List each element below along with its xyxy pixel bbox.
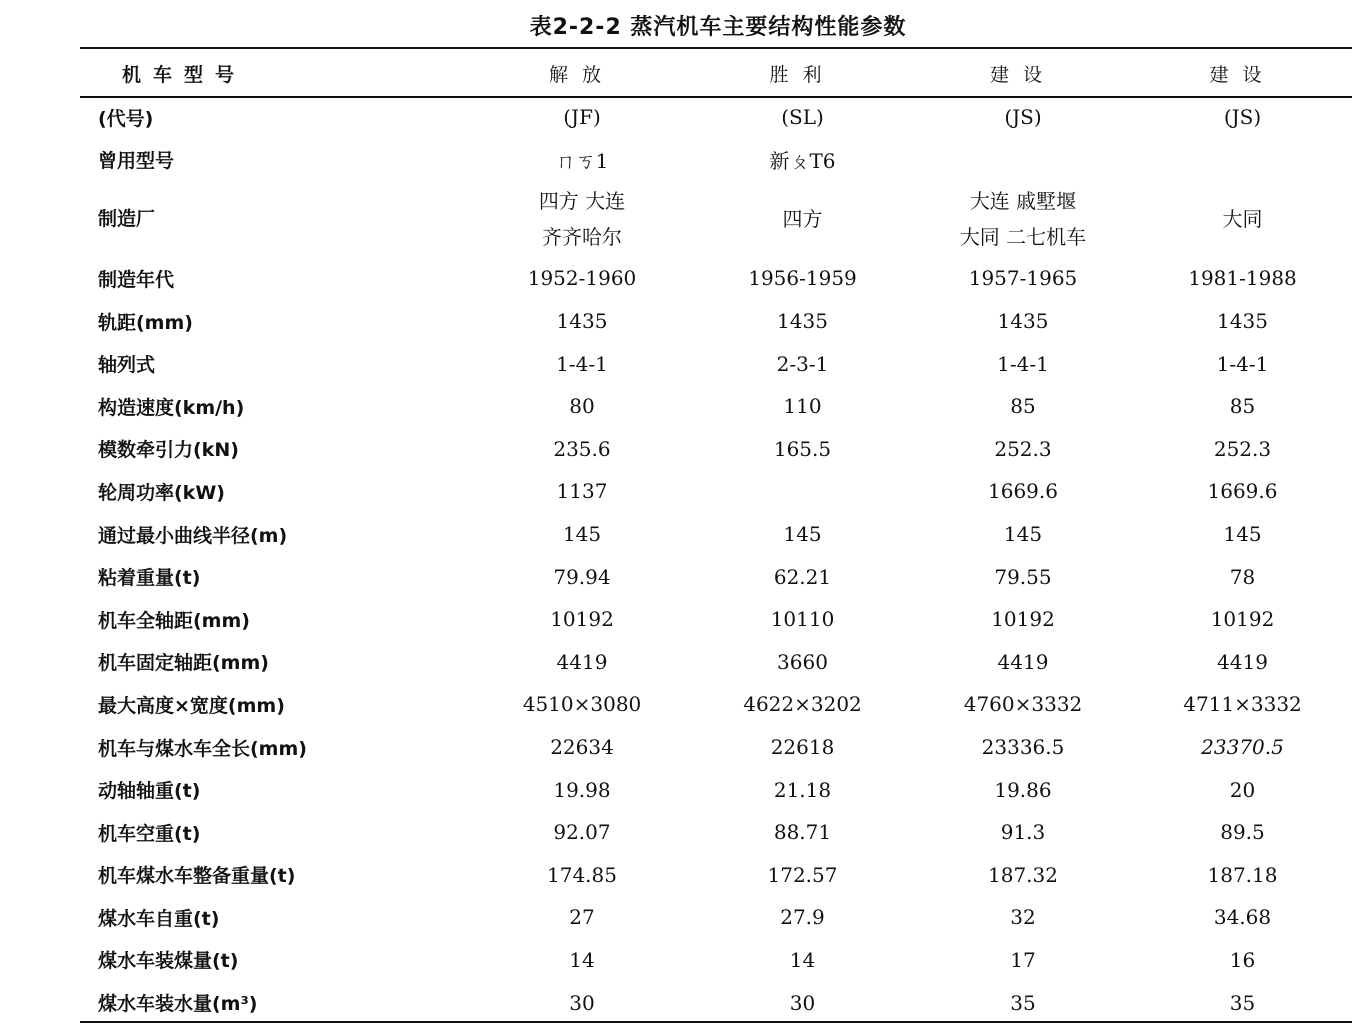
cell-value: 145 xyxy=(1003,522,1043,547)
row-label: 机车与煤水车全长(mm) xyxy=(98,737,307,760)
cell-value: 大连 戚墅堰 大同 二七机车 xyxy=(959,189,1087,250)
row-label: 轴列式 xyxy=(98,354,156,377)
cell-value: 252.3 xyxy=(1213,436,1272,461)
table-title: 表2-2-2 蒸汽机车主要结构性能参数 xyxy=(529,15,907,40)
table-row xyxy=(80,385,1352,428)
cell-value: 23370.5 xyxy=(1201,735,1284,760)
row-label: 制造年代 xyxy=(98,268,175,291)
row-label: 轮周功率(kW) xyxy=(98,481,225,504)
row-label: 构造速度(km/h) xyxy=(98,396,245,419)
row-label: 制造厂 xyxy=(98,208,156,231)
cell-value: 1137 xyxy=(556,479,608,504)
cell-value: 35 xyxy=(1010,990,1036,1015)
cell-value: 10192 xyxy=(550,607,614,632)
cell-value: 16 xyxy=(1229,947,1256,972)
table-row xyxy=(80,854,1352,897)
row-label: 模数牵引力(kN) xyxy=(98,439,239,462)
cell-value: 252.3 xyxy=(994,436,1052,461)
table-row xyxy=(80,768,1352,811)
cell-value: 88.71 xyxy=(773,820,832,845)
cell-value: 1435 xyxy=(556,309,608,334)
cell-value: 4760×3332 xyxy=(963,692,1083,717)
row-label: 煤水车自重(t) xyxy=(98,907,220,930)
row-label: 煤水车装水量(m³) xyxy=(98,993,258,1016)
table-row xyxy=(80,896,1352,939)
table-row xyxy=(80,342,1352,385)
cell-value: 19.86 xyxy=(994,777,1052,802)
table-header-row xyxy=(80,50,1352,96)
cell-value: (JS) xyxy=(1004,105,1042,130)
cell-value: 1669.6 xyxy=(988,479,1058,504)
cell-value: 1952-1960 xyxy=(527,266,637,291)
cell-value: 四方 xyxy=(782,207,823,232)
cell-value: 32 xyxy=(1010,905,1036,930)
cell-value: 79.94 xyxy=(553,564,611,589)
row-label: 曾用型号 xyxy=(98,150,175,173)
cell-value: 17 xyxy=(1010,947,1036,972)
cell-value: 172.57 xyxy=(767,862,838,887)
table-row xyxy=(80,181,1352,257)
cell-value: 78 xyxy=(1229,564,1256,589)
table-row xyxy=(80,683,1352,726)
cell-value: 1-4-1 xyxy=(1216,351,1269,376)
row-label: 轨距(mm) xyxy=(98,311,193,334)
row-label: 机车空重(t) xyxy=(98,822,201,845)
cell-value: 10192 xyxy=(991,607,1055,632)
column-header: 建设 xyxy=(1209,63,1276,86)
parameters-table xyxy=(80,50,1352,1024)
cell-value: 145 xyxy=(562,522,602,547)
top-rule xyxy=(80,47,1352,49)
cell-value: 91.3 xyxy=(1000,820,1046,845)
row-label: 机车煤水车整备重量(t) xyxy=(98,865,296,888)
cell-value: 20 xyxy=(1229,777,1256,802)
cell-value xyxy=(1133,139,1352,182)
header-label: 机车型号 xyxy=(122,63,247,86)
cell-value: 4510×3080 xyxy=(522,692,642,717)
cell-value: 30 xyxy=(569,990,595,1015)
cell-value: ㄇㄎ1 xyxy=(555,149,609,174)
cell-value: 35 xyxy=(1229,990,1256,1015)
row-label: 机车固定轴距(mm) xyxy=(98,652,269,675)
cell-value: 22618 xyxy=(770,735,835,760)
cell-value: 1956-1959 xyxy=(748,266,857,291)
cell-value: 22634 xyxy=(550,735,614,760)
cell-value: 大同 xyxy=(1222,207,1263,232)
cell-value: 4622×3202 xyxy=(743,692,862,717)
table-row xyxy=(80,811,1352,854)
table-row xyxy=(80,470,1352,513)
table-row xyxy=(80,555,1352,598)
column-header: 解放 xyxy=(548,63,615,86)
cell-value: 85 xyxy=(1010,394,1036,419)
cell-value: 23336.5 xyxy=(981,735,1065,760)
cell-value: 85 xyxy=(1229,394,1256,419)
row-label: 煤水车装煤量(t) xyxy=(98,950,239,973)
cell-value xyxy=(692,470,913,513)
cell-value: 1435 xyxy=(997,309,1049,334)
cell-value: 4419 xyxy=(556,649,608,674)
cell-value: 62.21 xyxy=(773,564,832,589)
cell-value: 新ㄆT6 xyxy=(769,149,836,174)
column-header: 胜利 xyxy=(769,63,836,86)
row-label: 粘着重量(t) xyxy=(98,567,201,590)
cell-value: 187.32 xyxy=(988,862,1058,887)
cell-value xyxy=(913,139,1133,182)
table-row xyxy=(80,598,1352,641)
cell-value: 1-4-1 xyxy=(997,351,1049,376)
cell-value: 92.07 xyxy=(553,820,611,845)
cell-value: 235.6 xyxy=(553,436,611,461)
cell-value: (JS) xyxy=(1223,105,1262,130)
cell-value: 2-3-1 xyxy=(776,351,829,376)
cell-value: 14 xyxy=(569,947,595,972)
row-label: 通过最小曲线半径(m) xyxy=(98,524,288,547)
cell-value: 14 xyxy=(789,947,816,972)
table-row xyxy=(80,428,1352,471)
cell-value: 110 xyxy=(783,394,822,419)
cell-value: 80 xyxy=(569,394,595,419)
table-row xyxy=(80,96,1352,139)
cell-value: 21.18 xyxy=(773,777,832,802)
cell-value: 174.85 xyxy=(547,862,617,887)
cell-value: 145 xyxy=(783,522,822,547)
table-row xyxy=(80,939,1352,982)
cell-value: 1957-1965 xyxy=(968,266,1078,291)
cell-value: 3660 xyxy=(777,649,828,674)
cell-value: 1981-1988 xyxy=(1188,266,1297,291)
cell-value: 4419 xyxy=(997,649,1049,674)
cell-value: 165.5 xyxy=(773,436,832,461)
cell-value: 1435 xyxy=(777,309,828,334)
cell-value: 19.98 xyxy=(553,777,611,802)
cell-value: 1435 xyxy=(1217,309,1268,334)
row-label: (代号) xyxy=(98,107,154,130)
table-row xyxy=(80,726,1352,769)
cell-value: 79.55 xyxy=(994,564,1052,589)
table-row xyxy=(80,513,1352,556)
table-row xyxy=(80,641,1352,684)
cell-value: 1669.6 xyxy=(1207,479,1278,504)
column-header: 建设 xyxy=(989,63,1056,86)
table-row xyxy=(80,981,1352,1024)
cell-value: (SL) xyxy=(781,105,824,130)
cell-value: 30 xyxy=(789,990,816,1015)
cell-value: (JF) xyxy=(563,105,601,130)
cell-value: 10192 xyxy=(1210,607,1275,632)
cell-value: 四方 大连 齐齐哈尔 xyxy=(538,189,626,250)
cell-value: 27.9 xyxy=(780,905,825,930)
cell-value: 89.5 xyxy=(1220,820,1265,845)
cell-value: 1-4-1 xyxy=(556,351,608,376)
table-row xyxy=(80,139,1352,182)
cell-value: 27 xyxy=(569,905,595,930)
table-row xyxy=(80,300,1352,343)
row-label: 动轴轴重(t) xyxy=(98,780,201,803)
table-row xyxy=(80,257,1352,300)
row-label: 最大高度×宽度(mm) xyxy=(98,694,285,717)
row-label: 机车全轴距(mm) xyxy=(98,609,250,632)
cell-value: 187.18 xyxy=(1207,862,1278,887)
cell-value: 34.68 xyxy=(1213,905,1272,930)
cell-value: 145 xyxy=(1223,522,1262,547)
cell-value: 4419 xyxy=(1217,649,1268,674)
cell-value: 4711×3332 xyxy=(1183,692,1302,717)
cell-value: 10110 xyxy=(770,607,835,632)
